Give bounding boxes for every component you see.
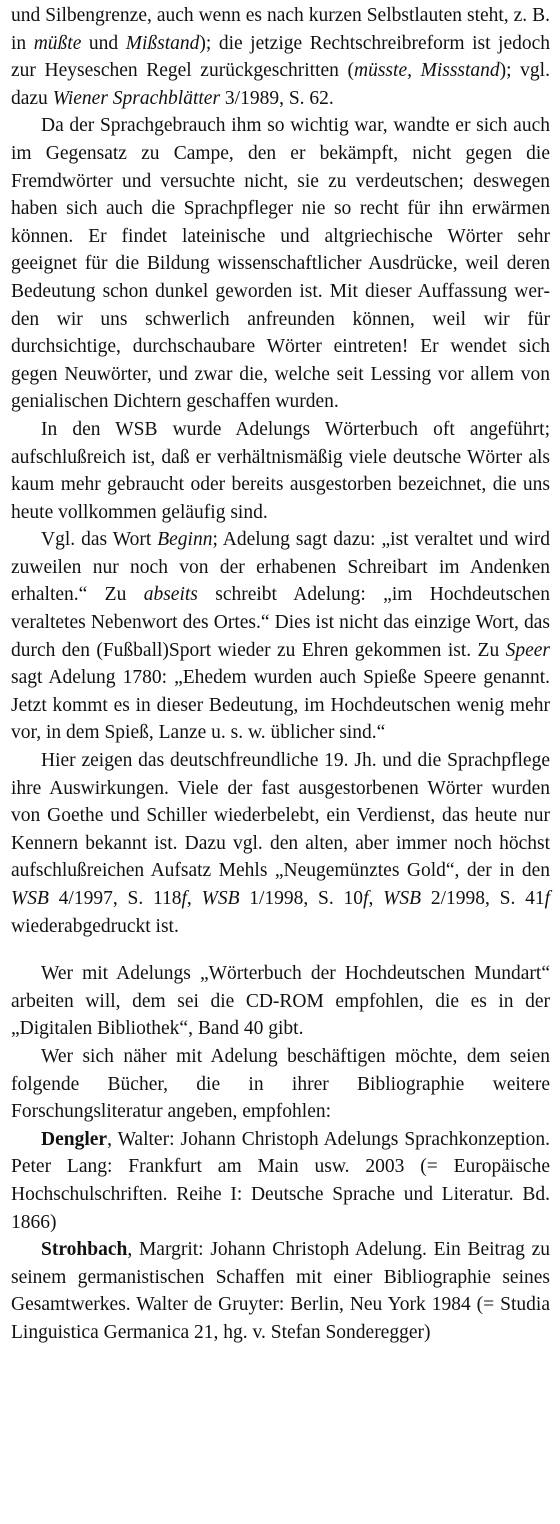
paragraph: [11, 526, 550, 747]
author-name: Dengler: [41, 1128, 108, 1150]
text-run: ; Adelung sagt dazu: „ist veraltet und wird zuweilen nur noch von der erhabenen Schreibart im Andenken erhalten.“ Zu: [11, 529, 550, 606]
italic-term: f: [544, 888, 551, 909]
italic-term: müßte: [33, 32, 82, 54]
paragraph: [11, 416, 550, 526]
text-run: , Margrit: Johann Christoph Adelung. Ein Beitrag zu seinem germanistischen Schaffen mit einer Bibliographie seines Gesamtwerkes. Walter de Gruyter: Berlin, Neu York 1984 (= Studia Linguistica Germanica 21, hg. v. Stefan Sonderegger): [11, 1239, 550, 1343]
paragraph: [11, 960, 550, 1043]
italic-term: abseits: [143, 584, 198, 606]
paragraph: [11, 2, 550, 112]
bibliography-entry: [11, 1126, 550, 1236]
text-run: Wer sich näher mit Adelung beschäftigen möchte, dem seien folgende Bücher, die in ihrer Bibliographie weitere Forschungsliteratur angeben, empfohlen:: [11, 1045, 550, 1123]
text-run: sagt Adelung 1780: „Ehedem wurden auch Spieße Speere genannt. Jetzt kommt es in dieser Bedeutung, im Hochdeutschen wenig mehr vor, in dem Spieß, Lanze u. s. w. üblicher sind.“: [11, 667, 550, 744]
text-run: 3/1989, S. 62.: [220, 87, 334, 109]
text-run: schreibt Adelung: „im Hochdeutschen veraltetes Nebenwort des Ortes.“ Dies ist nicht das einzige Wort, das durch den (Fußball)Sport wieder zu Ehren gekommen ist. Zu: [11, 584, 550, 661]
author-name: Strohbach: [41, 1239, 128, 1261]
text-run: ,: [186, 888, 202, 909]
text-run: Hier zeigen das deutschfreundliche 19. Jh. und die Sprachpflege ihre Auswirkungen. Viele der fast ausgestorbenen Wörter wurden von Goethe und Schiller wiederbelebt, ein Verdienst, das heute nur Kennern bekannt ist. Dazu vgl. den alten, aber immer noch höchst aufschlußreichen Aufsatz Mehls „Neugemünztes Gold“, der in den: [11, 750, 550, 882]
text-run: ,: [368, 888, 384, 909]
text-run: wiederabgedruckt ist.: [11, 915, 179, 937]
paragraph-gap: [11, 940, 550, 960]
italic-term: Mißstand: [125, 32, 200, 54]
text-run: 4/1997, S. 118: [48, 888, 182, 909]
text-run: In den WSB wurde Adelungs Wörterbuch oft angeführt; aufschlußreich ist, daß er verhältnismäßig viele deutsche Wörter als kaum mehr gebraucht oder bereits ausgestorben bezeichnet, die uns heute vollkommen geläufig sind.: [11, 418, 550, 523]
italic-term: Beginn: [157, 529, 213, 551]
bibliography-entry: [11, 1236, 550, 1346]
text-run: Vgl. das Wort: [41, 529, 158, 551]
text-run: und: [81, 32, 126, 54]
text-run: ); die jetzige Rechtschreibreform ist jedoch zur Heyseschen Regel zurückgeschritten (: [11, 32, 551, 82]
italic-term: WSB: [201, 888, 240, 909]
text-run: 1/1998, S. 10: [239, 888, 364, 909]
paragraph: [11, 747, 550, 940]
italic-term: f: [363, 888, 369, 909]
text-run: Da der Sprachgebrauch ihm so wichtig war, wandte er sich auch im Gegensatz zu Campe, den er bekämpft, nicht gegen die Fremdwörter und versuchte nicht, sie zu verdeutschen; deswegen haben sich auch die Sprachpfleger nie so recht für ihn erwärmen können. Er findet lateinische und altgriechische Wörter sehr geeignet für die Bildung wissenschaftlicher Ausdrücke, weil deren Bedeutung schon dunkel geworden ist. Mit dieser Auffassung werden wir uns schwerlich anfreunden können, weil wir für durchsichtige, durchschaubare Wörter eintreten! Er wendet sich gegen Neuwörter, und zwar die, welche seit Lessing vor allem von genialischen Dichtern geschaffen wurden.: [11, 115, 550, 413]
text-run: 2/1998, S. 41: [421, 888, 545, 909]
italic-term: Speer: [505, 639, 550, 661]
paragraph: [11, 112, 550, 416]
italic-term: Wiener Sprachblätter: [52, 87, 221, 109]
text-run: , Walter: Johann Christoph Adelungs Sprachkonzeption. Peter Lang: Frankfurt am Main usw. 2003 (= Europäische Hochschulschriften. Reihe I: Deutsche Sprache und Literatur. Bd. 1866): [11, 1128, 550, 1233]
italic-term: WSB: [383, 888, 422, 909]
text-run: und Silbengrenze, auch wenn es nach kurzen Selbstlauten steht, z. B. in: [11, 5, 550, 54]
paragraph: [11, 1043, 550, 1126]
italic-term: WSB: [11, 888, 49, 909]
text-run: ); vgl. dazu: [11, 60, 550, 109]
italic-term: müsste, Missstand: [354, 60, 500, 82]
text-run: Wer mit Adelungs „Wörterbuch der Hochdeutschen Mundart“ arbeiten will, dem sei die CD-ROM empfohlen, die es in der „Digitalen Bibliothek“, Band 40 gibt.: [11, 963, 550, 1040]
italic-term: f: [181, 888, 187, 909]
